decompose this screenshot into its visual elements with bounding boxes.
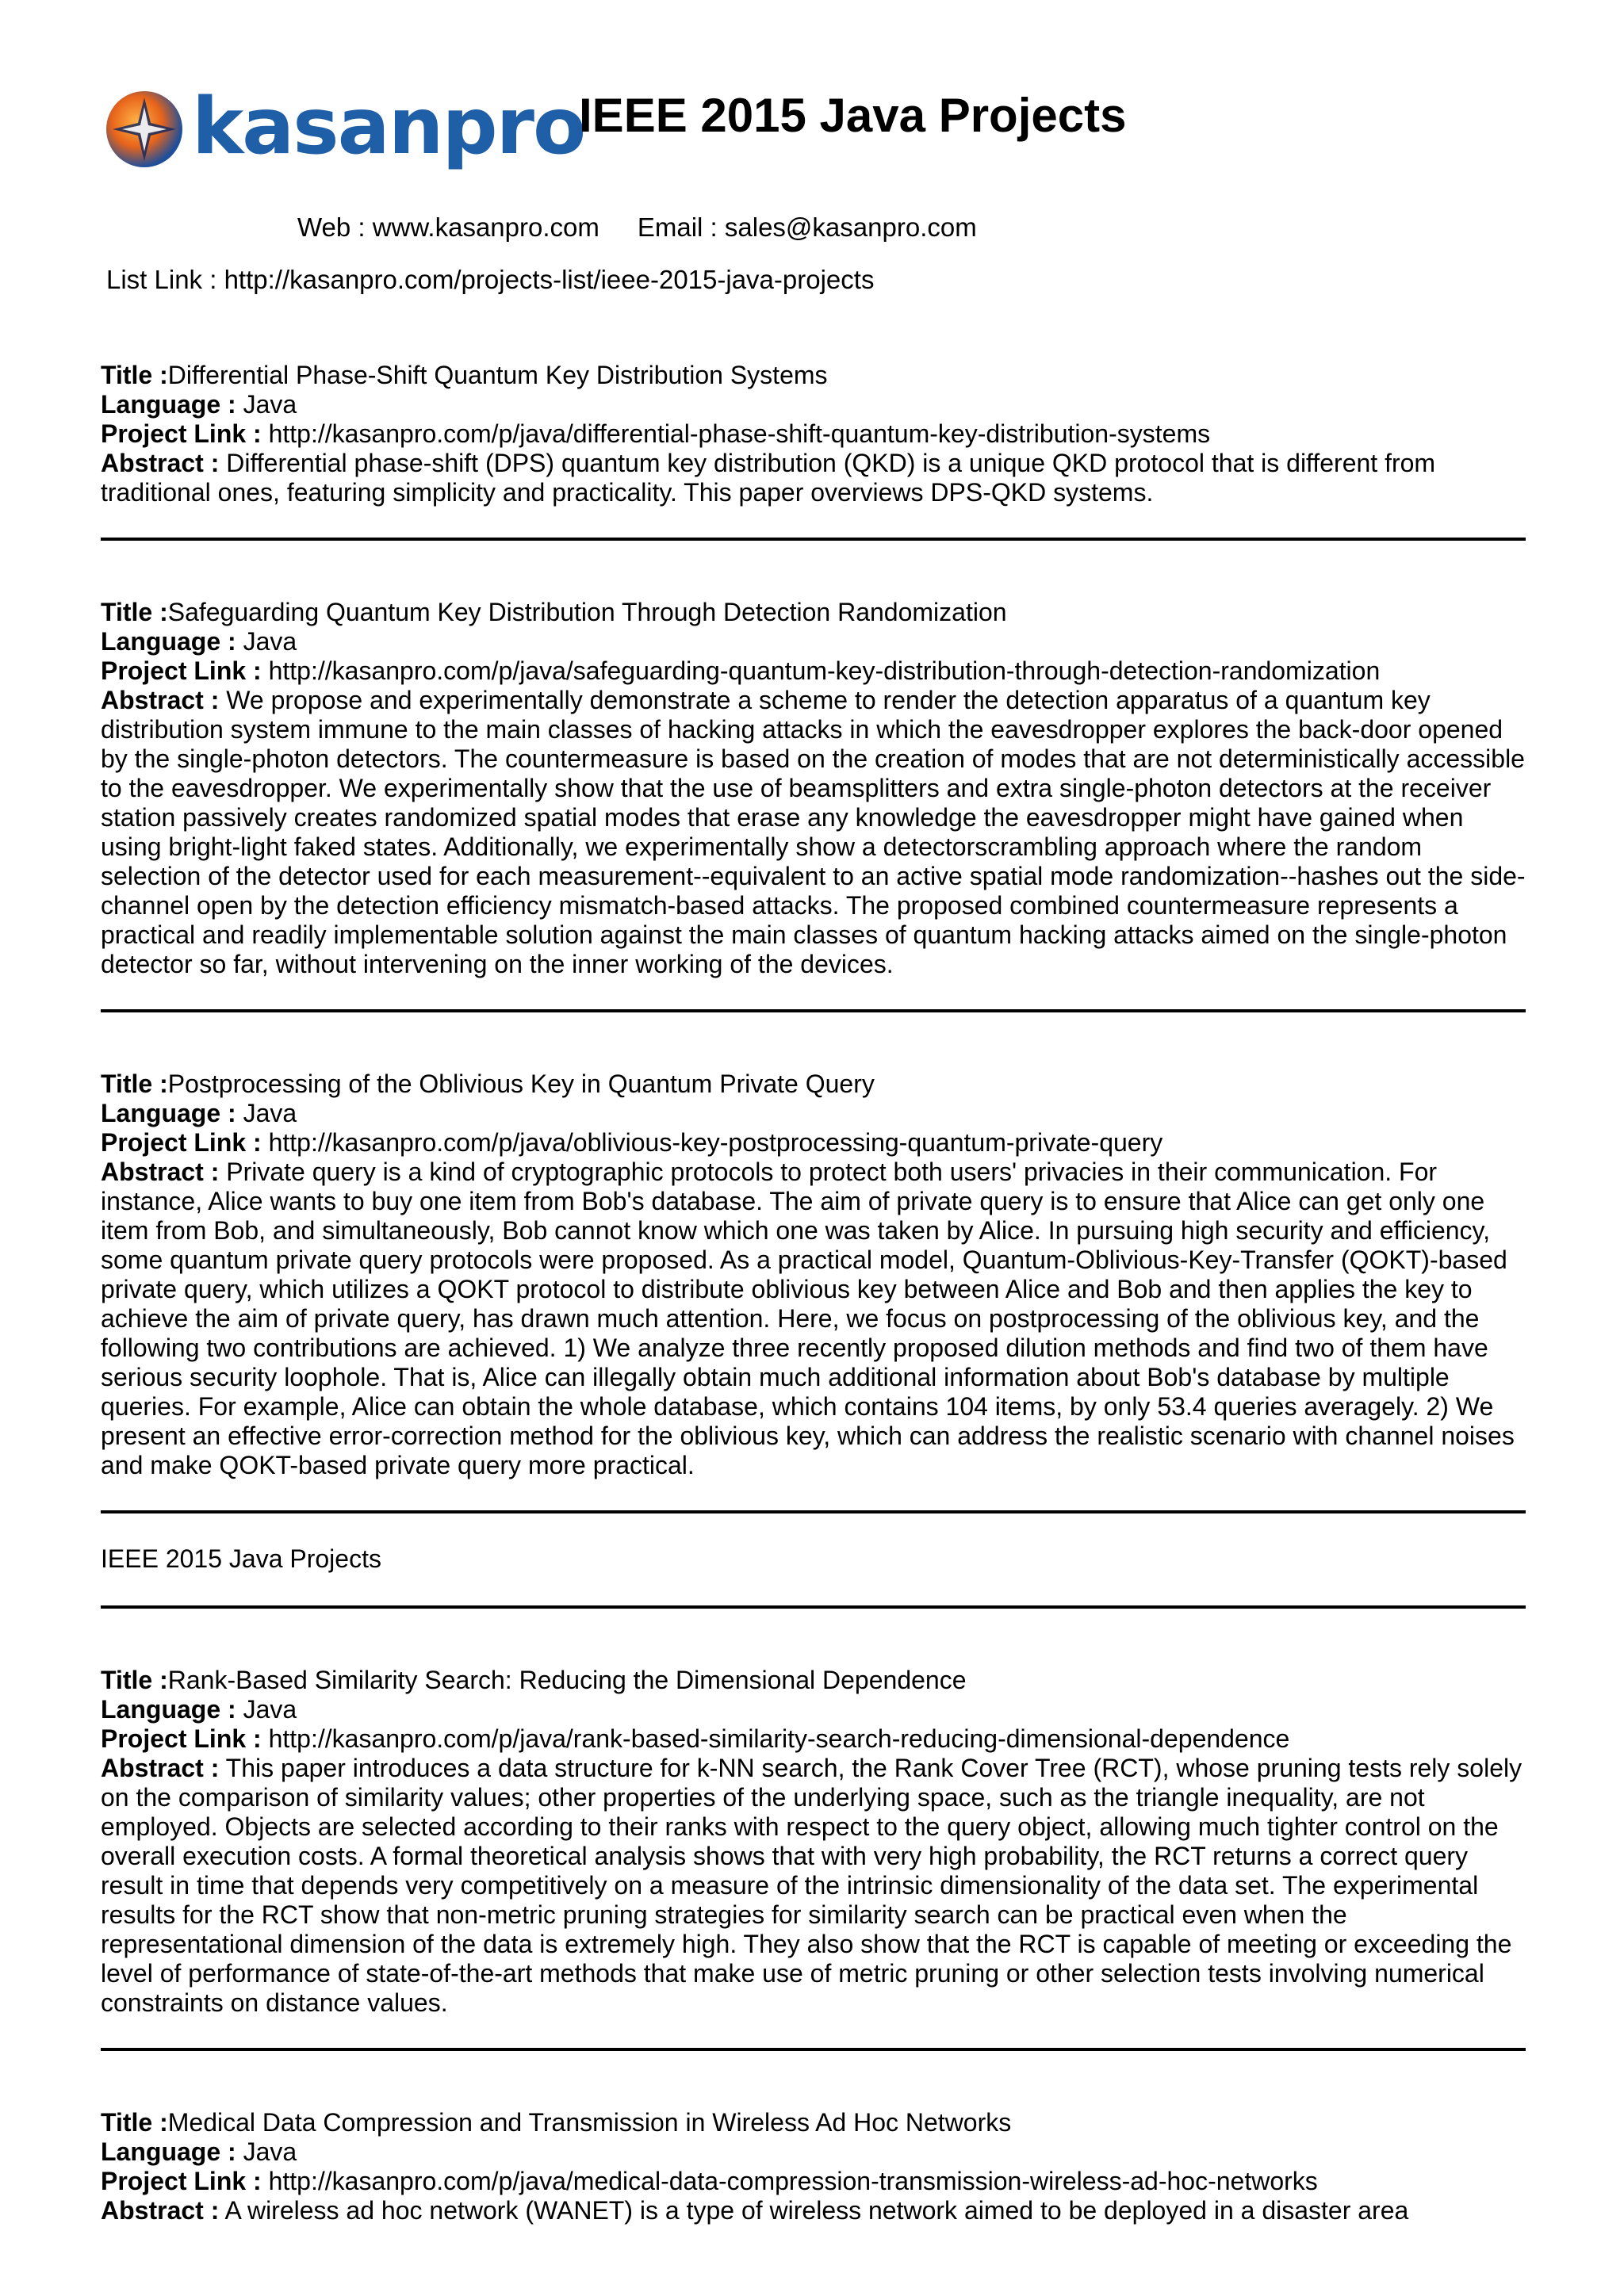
title-label: Title : xyxy=(101,1070,168,1098)
entry-title-line xyxy=(101,361,1526,390)
entry-title: Postprocessing of the Oblivious Key in Quantum Private Query xyxy=(167,1070,875,1098)
entry-abstract: We propose and experimentally demonstrate a scheme to render the detection apparatus of a quantum key distribution system immune to the main classes of hacking attacks in which the eavesdropper explores the back-door opened by the single-photon detectors. The countermeasure is based on the creation of modes that are not deterministically accessible to the eavesdropper. We experimentally show that the use of beamsplitters and extra single-photon detectors at the receiver station passively creates randomized spatial modes that erase any knowledge the eavesdropper might have gained when using bright-light faked states. Additionally, we experimentally show a detectorscrambling approach where the random selection of the detector used for each measurement--equivalent to an active spatial mode randomization--hashes out the side-channel open by the detection efficiency mismatch-based attacks. The proposed combined countermeasure represents a practical and readily implementable solution against the main classes of quantum hacking attacks aimed on the single-photon detector so far, without intervening on the inner working of the devices. xyxy=(101,686,1526,978)
project-link-label: Project Link : xyxy=(101,1724,262,1753)
entry-language-line xyxy=(101,2137,1526,2167)
entry-abstract-block xyxy=(101,1754,1526,2018)
entry-language-line xyxy=(101,390,1526,419)
language-label: Language : xyxy=(101,2137,236,2166)
entry-language: Java xyxy=(243,627,297,656)
entry-title: Safeguarding Quantum Key Distribution Through Detection Randomization xyxy=(167,598,1007,626)
entry-link-line xyxy=(101,1724,1526,1754)
page-footer-text: IEEE 2015 Java Projects xyxy=(101,1544,381,1573)
document-title: IEEE 2015 Java Projects xyxy=(579,89,1127,142)
entry-abstract: Differential phase-shift (DPS) quantum key distribution (QKD) is a unique QKD protocol that is different from traditional ones, featuring simplicity and practicality. This paper overviews DPS-QKD systems. xyxy=(101,449,1436,507)
entry-language: Java xyxy=(243,390,297,419)
list-link[interactable]: List Link : http://kasanpro.com/projects-list/ieee-2015-java-projects xyxy=(106,265,875,294)
web-address[interactable]: Web : www.kasanpro.com xyxy=(297,212,599,242)
title-label: Title : xyxy=(101,1666,168,1694)
email-address[interactable]: Email : sales@kasanpro.com xyxy=(637,212,977,242)
kasanpro-star-logo-icon xyxy=(103,82,585,172)
language-label: Language : xyxy=(101,1695,236,1724)
entry-title-line xyxy=(101,2108,1526,2137)
language-label: Language : xyxy=(101,627,236,656)
separator-rule xyxy=(101,1510,1526,1513)
entry-abstract: Private query is a kind of cryptographic protocols to protect both users' privacies in their communication. For instance, Alice wants to buy one item from Bob's database. The aim of private query is to ensure that Alice can get only one item from Bob, and simultaneously, Bob cannot know which one was taken by Alice. In pursuing high security and efficiency, some quantum private query protocols were proposed. As a practical model, Quantum-Oblivious-Key-Transfer (QOKT)-based private query, which utilizes a QOKT protocol to distribute oblivious key between Alice and Bob and then applies the key to achieve the aim of private query, has drawn much attention. Here, we focus on postprocessing of the oblivious key, and the following two contributions are achieved. 1) We analyze three recently proposed dilution methods and find two of them have serious security loophole. That is, Alice can illegally obtain much additional information about Bob's database by multiple queries. For example, Alice can obtain the whole database, which contains 104 items, by only 53.4 queries averagely. 2) We present an effective error-correction method for the oblivious key, which can address the realistic scenario with channel noises and make QOKT-based private query more practical. xyxy=(101,1158,1515,1479)
entry-language: Java xyxy=(243,1099,297,1127)
entry-project-link[interactable]: http://kasanpro.com/p/java/rank-based-similarity-search-reducing-dimensional-dependence xyxy=(268,1724,1290,1753)
language-label: Language : xyxy=(101,390,236,419)
entry-project-link[interactable]: http://kasanpro.com/p/java/oblivious-key-postprocessing-quantum-private-query xyxy=(268,1128,1163,1157)
separator-rule xyxy=(101,1009,1526,1012)
entry-link-line xyxy=(101,1128,1526,1158)
entry-language: Java xyxy=(243,2137,297,2166)
entry-abstract: This paper introduces a data structure for k-NN search, the Rank Cover Tree (RCT), whose pruning tests rely solely on the comparison of similarity values; other properties of the underlying space, such as the triangle inequality, are not employed. Objects are selected according to their ranks with respect to the query object, allowing much tighter control on the overall execution costs. A formal theoretical analysis shows that with very high probability, the RCT returns a correct query result in time that depends very competitively on a measure of the intrinsic dimensionality of the data set. The experimental results for the RCT show that non-metric pruning strategies for similarity search can be practical even when the representational dimension of the data is extremely high. They also show that the RCT is capable of meeting or exceeding the level of performance of state-of-the-art methods that make use of metric pruning or other selection tests involving numerical constraints on distance values. xyxy=(101,1754,1522,2017)
entry-language-line xyxy=(101,1695,1526,1724)
project-entry xyxy=(101,1070,1526,1480)
title-label: Title : xyxy=(101,598,168,626)
separator-rule xyxy=(101,538,1526,541)
entry-abstract-block xyxy=(101,2196,1526,2225)
kasanpro-logo xyxy=(103,82,585,172)
logo-wordmark: kasanpro xyxy=(192,82,585,172)
entry-project-link[interactable]: http://kasanpro.com/p/java/safeguarding-quantum-key-distribution-through-detection-randomization xyxy=(268,656,1381,685)
abstract-label: Abstract : xyxy=(101,2196,220,2225)
entry-link-line xyxy=(101,419,1526,449)
abstract-label: Abstract : xyxy=(101,449,220,477)
project-link-label: Project Link : xyxy=(101,2167,262,2195)
title-label: Title : xyxy=(101,361,168,389)
entry-link-line xyxy=(101,2167,1526,2196)
entry-title: Rank-Based Similarity Search: Reducing the Dimensional Dependence xyxy=(167,1666,967,1694)
entry-title: Medical Data Compression and Transmission in Wireless Ad Hoc Networks xyxy=(167,2108,1012,2137)
separator-rule xyxy=(101,2048,1526,2051)
contact-line xyxy=(297,212,977,243)
separator-rule xyxy=(101,1605,1526,1609)
page-header xyxy=(103,75,1530,178)
entry-abstract-block xyxy=(101,449,1526,507)
entry-abstract-block xyxy=(101,686,1526,979)
project-link-label: Project Link : xyxy=(101,419,262,448)
project-entry xyxy=(101,598,1526,979)
entry-language: Java xyxy=(243,1695,297,1724)
abstract-label: Abstract : xyxy=(101,1158,220,1186)
entry-title-line xyxy=(101,1666,1526,1695)
project-entry xyxy=(101,361,1526,507)
entry-project-link[interactable]: http://kasanpro.com/p/java/medical-data-compression-transmission-wireless-ad-hoc-networks xyxy=(268,2167,1318,2195)
project-list xyxy=(101,361,1526,2225)
entry-title-line xyxy=(101,1070,1526,1099)
project-link-label: Project Link : xyxy=(101,656,262,685)
entry-language-line xyxy=(101,627,1526,656)
project-entry xyxy=(101,1666,1526,2018)
entry-abstract: A wireless ad hoc network (WANET) is a type of wireless network aimed to be deployed in a disaster area xyxy=(224,2196,1409,2225)
entry-title: Differential Phase-Shift Quantum Key Distribution Systems xyxy=(167,361,828,389)
entry-title-line xyxy=(101,598,1526,627)
abstract-label: Abstract : xyxy=(101,686,220,714)
entry-project-link[interactable]: http://kasanpro.com/p/java/differential-phase-shift-quantum-key-distribution-systems xyxy=(268,419,1211,448)
title-label: Title : xyxy=(101,2108,168,2137)
language-label: Language : xyxy=(101,1099,236,1127)
project-entry xyxy=(101,2108,1526,2225)
entry-abstract-block xyxy=(101,1158,1526,1480)
entry-link-line xyxy=(101,656,1526,686)
project-link-label: Project Link : xyxy=(101,1128,262,1157)
entry-language-line xyxy=(101,1099,1526,1128)
abstract-label: Abstract : xyxy=(101,1754,220,1782)
